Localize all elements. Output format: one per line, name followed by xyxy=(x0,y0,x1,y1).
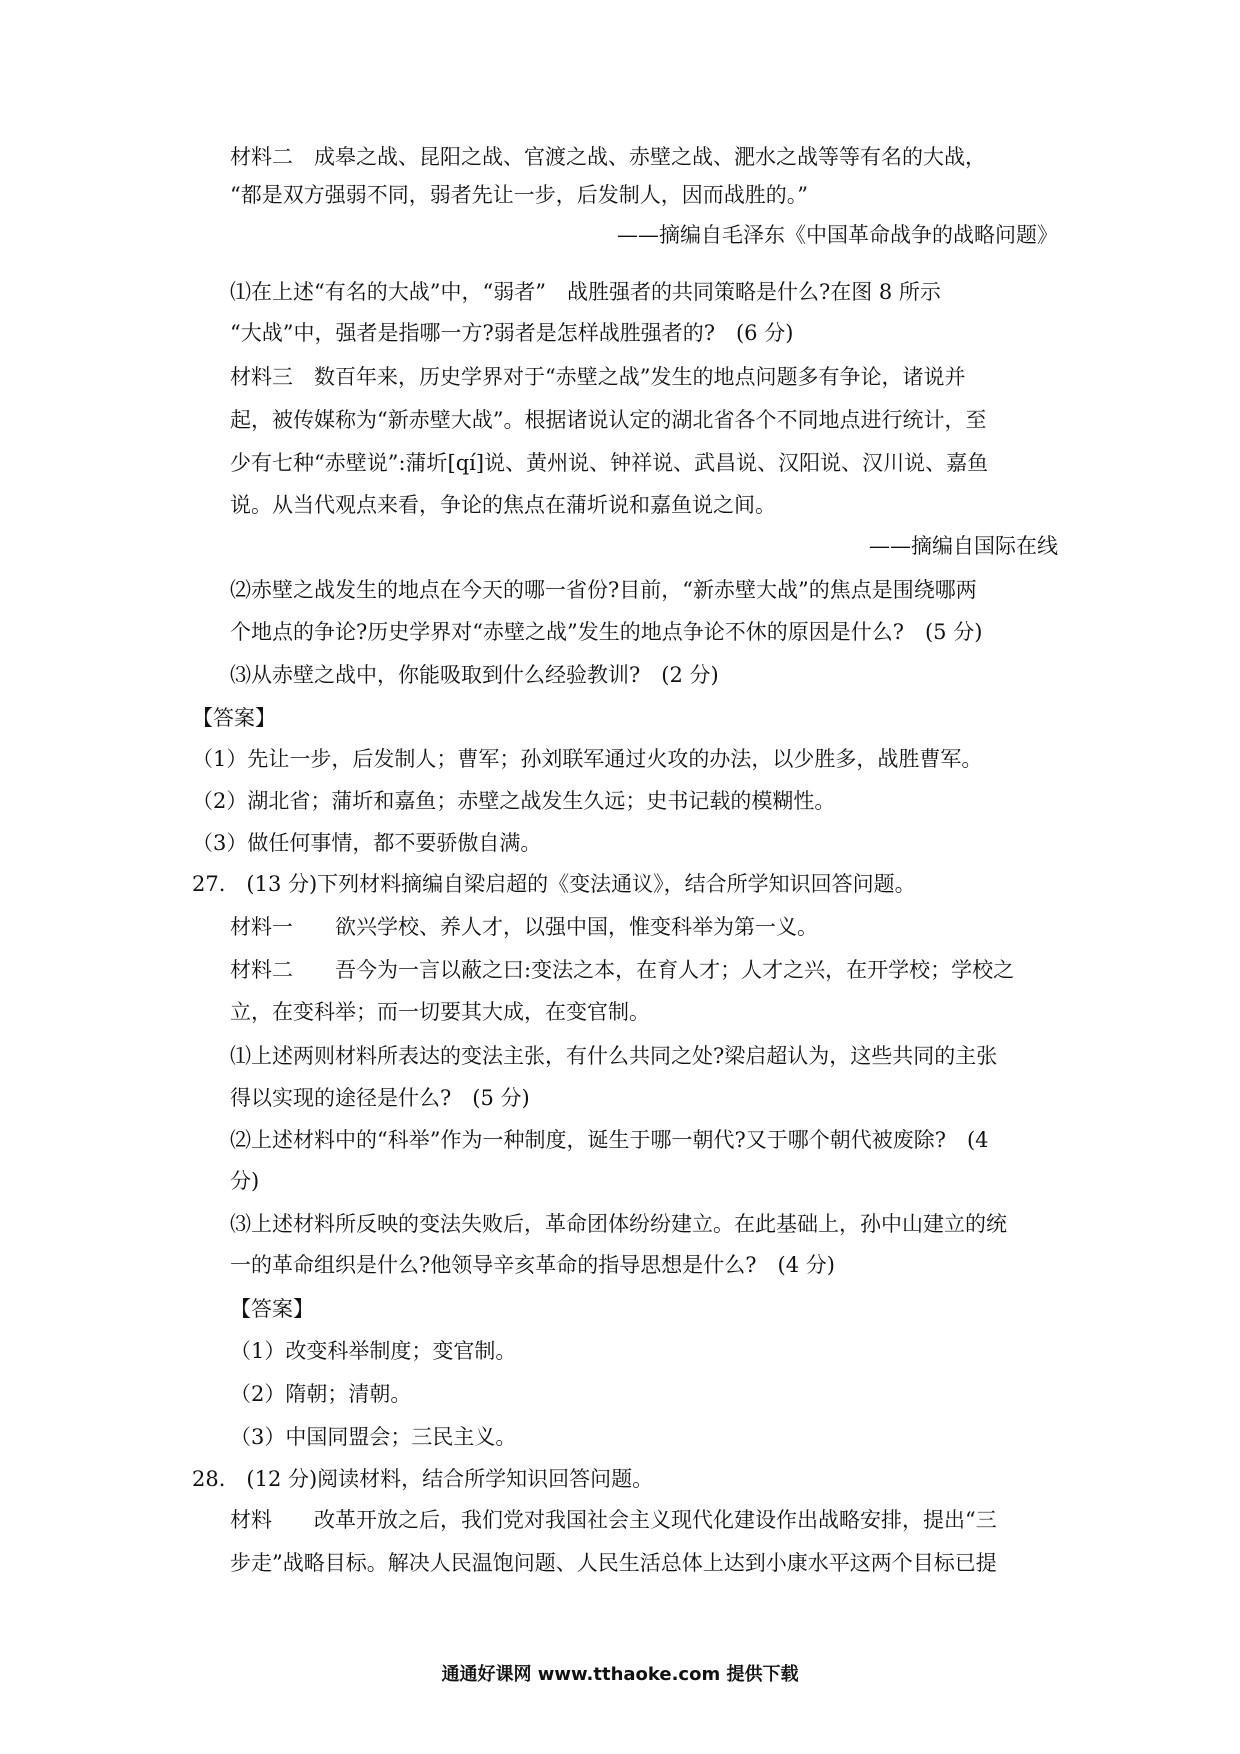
material-3-line-1: 材料三 数百年来，历史学界对于“赤壁之战”发生的地点问题多有争论，诸说并 xyxy=(230,365,966,389)
question-1-line-2: “大战”中，强者是指哪一方?弱者是怎样战胜强者的? (6 分) xyxy=(230,321,794,345)
q27-question-1-line-1: ⑴上述两则材料所表达的变法主张，有什么共同之处?梁启超认为，这些共同的主张 xyxy=(230,1044,998,1068)
question-3-line: ⑶从赤壁之战中，你能吸取到什么经验教训? (2 分) xyxy=(230,663,719,687)
answer-27-1: （1）改变科举制度；变官制。 xyxy=(230,1339,517,1363)
q27-question-1-line-2: 得以实现的途径是什么? (5 分) xyxy=(230,1086,530,1110)
q27-question-2-line-1: ⑵上述材料中的“科举”作为一种制度，诞生于哪一朝代?又于哪个朝代被废除? (4 xyxy=(230,1128,989,1152)
q27-material-2-line-2: 立，在变科举；而一切要其大成，在变官制。 xyxy=(230,1000,650,1024)
question-28-stem: 28. (12 分)阅读材料，结合所学知识回答问题。 xyxy=(192,1467,654,1491)
q27-material-2-line-1: 材料二 吾今为一言以蔽之曰:变法之本，在育人才；人才之兴，在开学校；学校之 xyxy=(230,958,1015,982)
answer-26-1: （1）先让一步，后发制人；曹军；孙刘联军通过火攻的办法，以少胜多，战胜曹军。 xyxy=(192,747,983,771)
material-3-line-3: 少有七种“赤壁说”:蒲圻[qí]说、黄州说、钟祥说、武昌说、汉阳说、汉川说、嘉鱼 xyxy=(230,451,989,475)
material-3-source: ——摘编自国际在线 xyxy=(869,534,1058,558)
q27-question-3-line-1: ⑶上述材料所反映的变法失败后，革命团体纷纷建立。在此基础上，孙中山建立的统 xyxy=(230,1212,1007,1236)
question-2-line-2: 个地点的争论?历史学界对“赤壁之战”发生的地点争论不休的原因是什么? (5 分) xyxy=(230,620,983,644)
material-3-line-4: 说。从当代观点来看，争论的焦点在蒲圻说和嘉鱼说之间。 xyxy=(230,493,776,517)
answer-27-3: （3）中国同盟会；三民主义。 xyxy=(230,1425,517,1449)
question-2-line-1: ⑵赤壁之战发生的地点在今天的哪一省份?目前，“新赤壁大战”的焦点是围绕哪两 xyxy=(230,578,977,602)
answer-26-2: （2）湖北省；蒲圻和嘉鱼；赤壁之战发生久远；史书记载的模糊性。 xyxy=(192,789,836,813)
answer-heading-26: 【答案】 xyxy=(192,706,276,730)
material-3-line-2: 起，被传媒称为“新赤壁大战”。根据诸说认定的湖北省各个不同地点进行统计，至 xyxy=(230,408,987,432)
material-2-line-2: “都是双方强弱不同，弱者先让一步，后发制人，因而战胜的。” xyxy=(230,183,808,207)
answer-27-2: （2）隋朝；清朝。 xyxy=(230,1382,412,1406)
answer-26-3: （3）做任何事情，都不要骄傲自满。 xyxy=(192,831,542,855)
material-2-source: ——摘编自毛泽东《中国革命战争的战略问题》 xyxy=(617,223,1058,247)
q27-question-2-line-2: 分) xyxy=(230,1169,260,1193)
answer-heading-27: 【答案】 xyxy=(230,1297,314,1321)
q28-material-line-2: 步走”战略目标。解决人民温饱问题、人民生活总体上达到小康水平这两个目标已提 xyxy=(230,1551,997,1575)
page-footer: 通通好课网 www.tthaoke.com 提供下载 xyxy=(441,1664,799,1685)
q27-material-1: 材料一 欲兴学校、养人才，以强中国，惟变科举为第一义。 xyxy=(230,915,818,939)
q28-material-line-1: 材料 改革开放之后，我们党对我国社会主义现代化建设作出战略安排，提出“三 xyxy=(230,1508,997,1532)
material-2-line-1: 材料二 成皋之战、昆阳之战、官渡之战、赤壁之战、淝水之战等等有名的大战， xyxy=(230,145,986,169)
question-27-stem: 27. (13 分)下列材料摘编自梁启超的《变法通议》，结合所学知识回答问题。 xyxy=(192,872,916,896)
question-1-line-1: ⑴在上述“有名的大战”中，“弱者” 战胜强者的共同策略是什么?在图 8 所示 xyxy=(230,280,941,304)
q27-question-3-line-2: 一的革命组织是什么?他领导辛亥革命的指导思想是什么? (4 分) xyxy=(230,1253,835,1277)
